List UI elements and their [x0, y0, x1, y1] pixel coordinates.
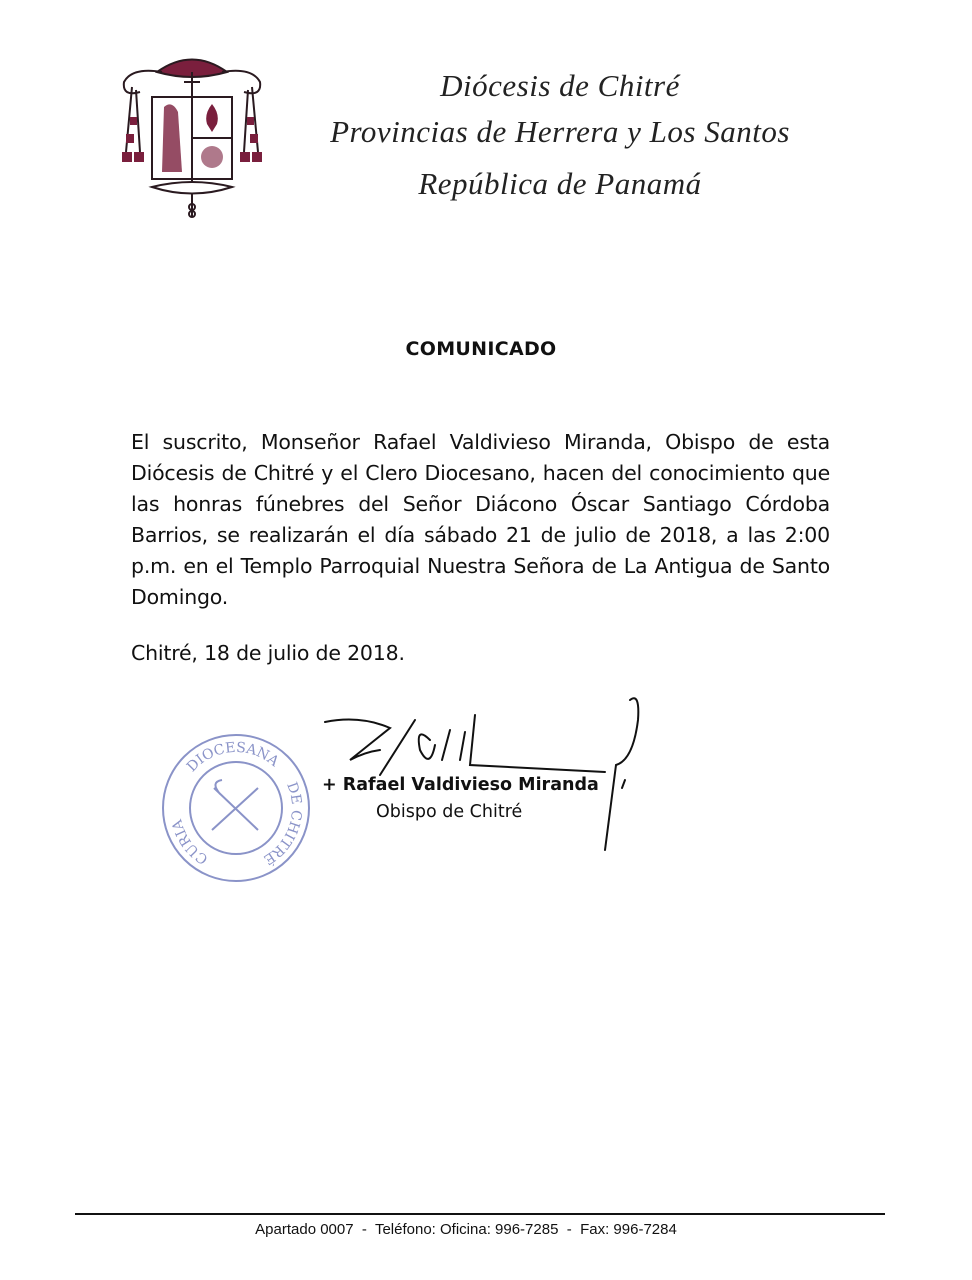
footer-divider — [75, 1213, 885, 1215]
seal-text-left: CURIA — [169, 817, 211, 868]
seal-text-right: DE CHITRÉ — [260, 780, 305, 868]
svg-text:DE CHITRÉ — [260, 780, 304, 869]
letterhead-country: República de Panamá — [418, 166, 702, 201]
seal-text-top: DIOCESANA — [183, 739, 282, 776]
letterhead-diocese: Diócesis de Chitré — [440, 68, 680, 103]
diocesan-seal-stamp — [160, 732, 312, 884]
signatory-title: Obispo de Chitré — [376, 802, 523, 822]
communique-body: El suscrito, Monseñor Rafael Valdivieso Miranda, Obispo de esta Diócesis de Chitré y el Clero Diocesano, hacen del conocimiento que las honras fúnebres del Señor Diácono Óscar Santiago Córdoba Barrios, se realizarán el día sábado 21 de julio de 2018, a las 2:00 p.m. en el Templo Parroquial Nuestra Señora de La Antigua de Santo Domingo. — [131, 430, 830, 609]
handwritten-signature — [320, 690, 670, 855]
date-line: Chitré, 18 de julio de 2018. — [131, 641, 405, 665]
document-title: COMUNICADO — [405, 338, 557, 360]
footer-contact: Apartado 0007 - Teléfono: Oficina: 996-7285 - Fax: 996-7284 — [255, 1221, 677, 1238]
signatory-name: + Rafael Valdivieso Miranda — [322, 775, 599, 795]
coat-of-arms-logo — [112, 42, 272, 227]
letterhead-provinces: Provincias de Herrera y Los Santos — [330, 114, 790, 149]
